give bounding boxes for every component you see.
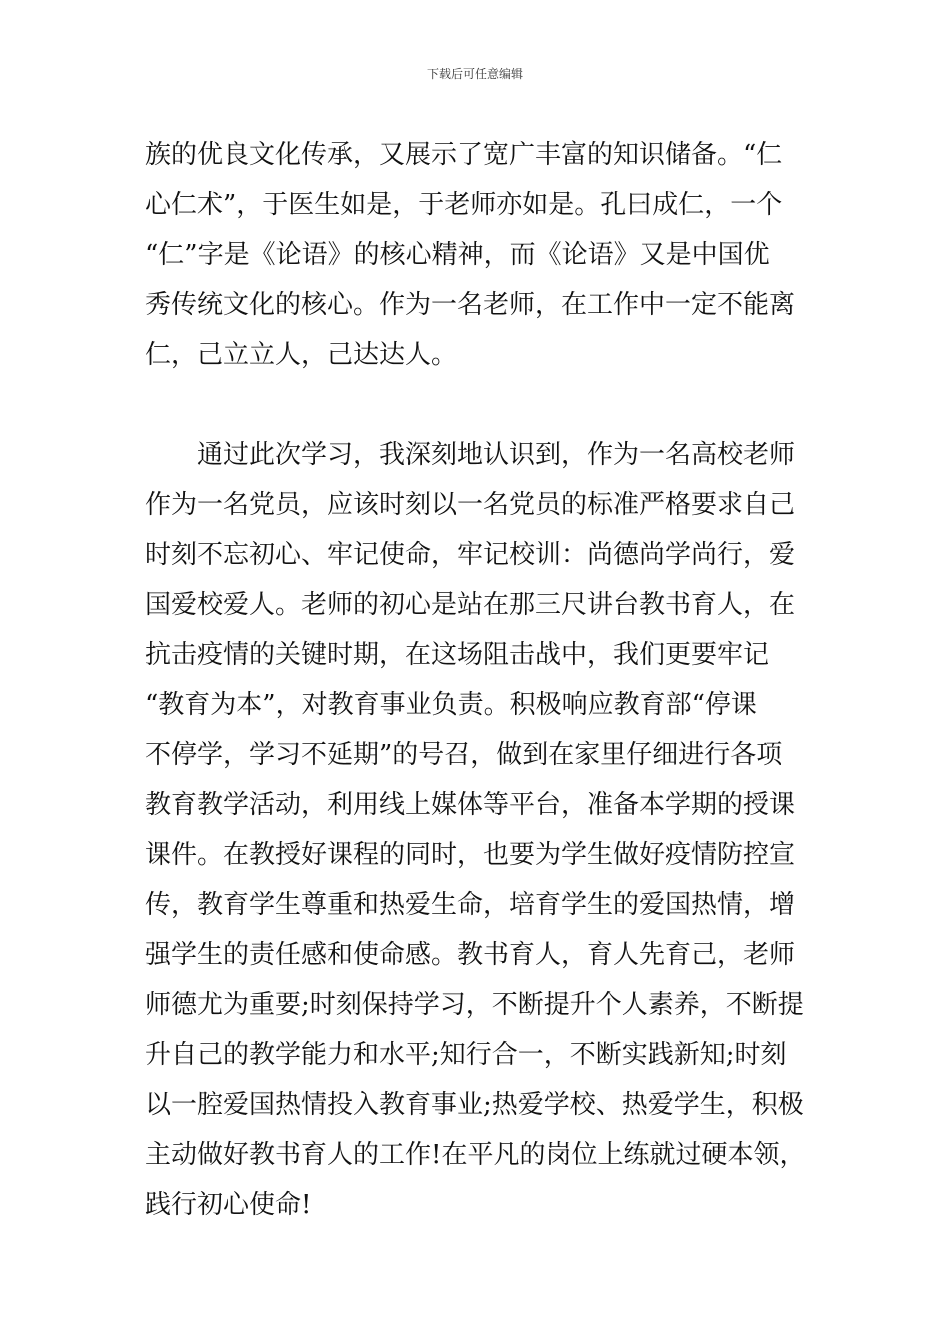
paragraph-gap <box>145 380 825 430</box>
document-body <box>145 130 825 1230</box>
paragraph-1-line-4: 秀传统文化的核心。作为一名老师，在工作中一定不能离 <box>145 290 796 320</box>
paragraph-2-line-2: 作为一名党员，应该时刻以一名党员的标准严格要求自己 <box>145 490 796 520</box>
paragraph-1-line-3: “仁”字是《论语》的核心精神，而《论语》又是中国优 <box>145 240 770 270</box>
paragraph-2-line-14: 以一腔爱国热情投入教育事业;热爱学校、热爱学生，积极 <box>145 1090 804 1120</box>
paragraph-2-line-7: 不停学，学习不延期”的号召，做到在家里仔细进行各项 <box>145 740 783 770</box>
paragraph-2-line-5: 抗击疫情的关键时期，在这场阻击战中，我们更要牢记 <box>145 640 770 670</box>
paragraph-2-line-10: 传，教育学生尊重和热爱生命，培育学生的爱国热情，增 <box>145 890 796 920</box>
paragraph-2-line-4: 国爱校爱人。老师的初心是站在那三尺讲台教书育人，在 <box>145 590 796 620</box>
page-header-note: 下载后可任意编辑 <box>426 67 523 81</box>
paragraph-2-line-12: 师德尤为重要;时刻保持学习，不断提升个人素养，不断提 <box>145 990 804 1020</box>
paragraph-2-line-9: 课件。在教授好课程的同时，也要为学生做好疫情防控宣 <box>145 840 796 870</box>
paragraph-1-line-2: 心仁术”，于医生如是，于老师亦如是。孔曰成仁，一个 <box>145 190 783 220</box>
paragraph-1-line-1: 族的优良文化传承，又展示了宽广丰富的知识储备。“仁 <box>145 140 783 170</box>
paragraph-2-line-15: 主动做好教书育人的工作!在平凡的岗位上练就过硬本领， <box>145 1140 806 1170</box>
paragraph-2-line-11: 强学生的责任感和使命感。教书育人，育人先育己，老师 <box>145 940 796 970</box>
paragraph-1-line-5: 仁，己立立人，己达达人。 <box>145 340 458 370</box>
paragraph-2-line-8: 教育教学活动，利用线上媒体等平台，准备本学期的授课 <box>145 790 796 820</box>
paragraph-2-line-6: “教育为本”，对教育事业负责。积极响应教育部“停课 <box>145 690 757 720</box>
paragraph-2-line-3: 时刻不忘初心、牢记使命，牢记校训：尚德尚学尚行，爱 <box>145 540 796 570</box>
paragraph-2-line-13: 升自己的教学能力和水平;知行合一，不断实践新知;时刻 <box>145 1040 787 1070</box>
paragraph-2-line-1: 通过此次学习，我深刻地认识到，作为一名高校老师 <box>197 440 796 470</box>
paragraph-2-line-16: 践行初心使命! <box>145 1190 312 1220</box>
